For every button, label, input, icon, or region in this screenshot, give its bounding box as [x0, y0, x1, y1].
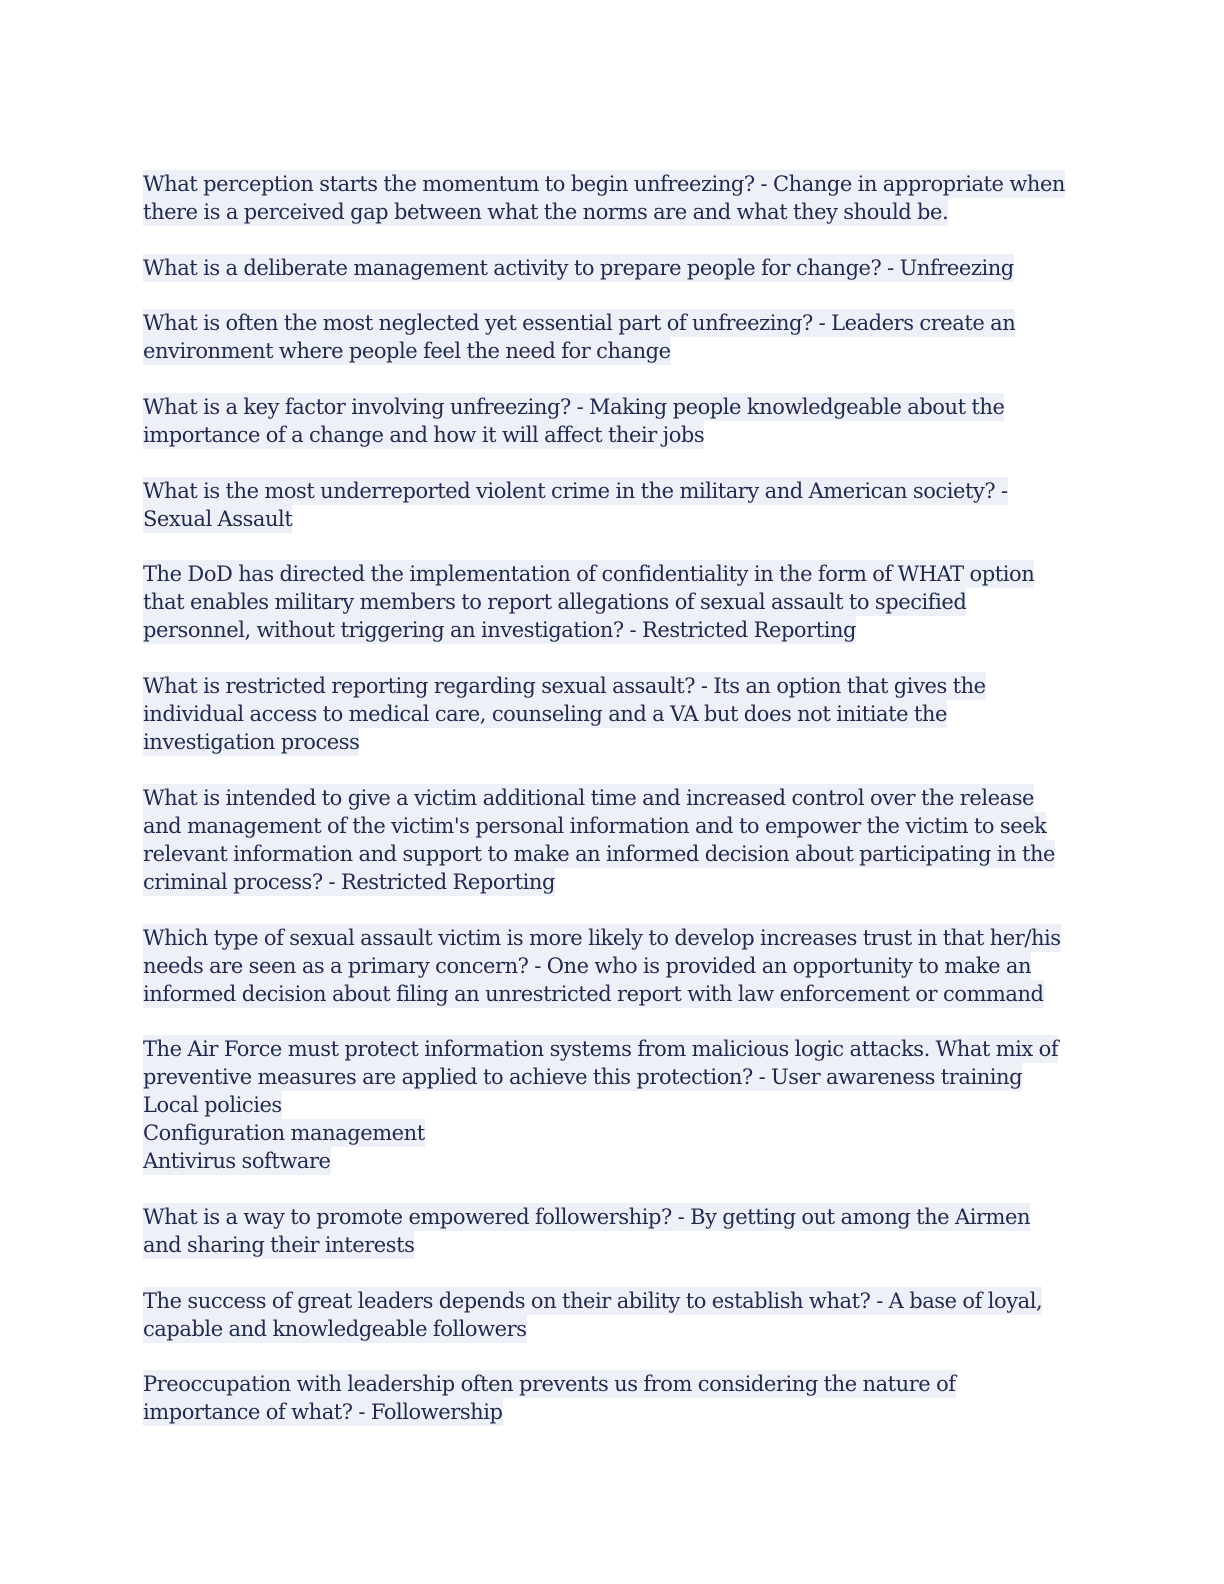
flashcard-line: What is restricted reporting regarding sexual assault? - Its an option that gives the: [143, 674, 986, 699]
flashcard-line: personnel, without triggering an investigation? - Restricted Reporting: [143, 618, 857, 643]
flashcard: [143, 1203, 1073, 1259]
flashcard-line: and sharing their interests: [143, 1232, 415, 1257]
flashcard: [143, 1035, 1073, 1175]
flashcard-line: and management of the victim's personal information and to empower the victim to seek: [143, 813, 1047, 838]
flashcard-line: Configuration management: [143, 1121, 425, 1146]
flashcard-line: that enables military members to report allegations of sexual assault to specified: [143, 590, 967, 615]
flashcard-line: What is a key factor involving unfreezing? - Making people knowledgeable about the: [143, 395, 1005, 420]
flashcard-line: there is a perceived gap between what the norms are and what they should be.: [143, 200, 949, 224]
flashcard-line: Sexual Assault: [143, 506, 293, 531]
flashcard-line: relevant information and support to make an informed decision about participating in the: [143, 841, 1056, 866]
flashcard: [143, 393, 1073, 449]
flashcard-line: informed decision about filing an unrestricted report with law enforcement or command: [143, 981, 1044, 1006]
flashcard: [143, 672, 1073, 756]
flashcard-line: capable and knowledgeable followers: [143, 1316, 527, 1341]
flashcard-line: What is intended to give a victim additional time and increased control over the release: [143, 785, 1034, 810]
flashcard-line: environment where people feel the need for change: [143, 339, 671, 364]
flashcard-line: Preoccupation with leadership often prevents us from considering the nature of: [143, 1372, 956, 1397]
flashcard-line: What perception starts the momentum to begin unfreezing? - Change in appropriate when: [143, 172, 1065, 196]
flashcard: [143, 1370, 1073, 1426]
flashcard-list: [143, 170, 1073, 1426]
flashcard: [143, 560, 1073, 644]
flashcard-line: The success of great leaders depends on their ability to establish what? - A base of loyal,: [143, 1288, 1043, 1313]
flashcard: [143, 1287, 1073, 1343]
flashcard-line: criminal process? - Restricted Reporting: [143, 869, 555, 894]
flashcard-line: What is a deliberate management activity to prepare people for change? - Unfreezing: [143, 255, 1014, 280]
flashcard: [143, 170, 1073, 226]
flashcard-line: preventive measures are applied to achieve this protection? - User awareness training: [143, 1065, 1023, 1090]
flashcard: [143, 784, 1073, 896]
flashcard-line: importance of a change and how it will affect their jobs: [143, 423, 705, 448]
flashcard-line: individual access to medical care, counseling and a VA but does not initiate the: [143, 702, 947, 727]
flashcard: [143, 924, 1073, 1008]
flashcard-line: Local policies: [143, 1093, 282, 1118]
flashcard: [143, 254, 1073, 282]
flashcard-line: What is a way to promote empowered followership? - By getting out among the Airmen: [143, 1204, 1031, 1229]
flashcard: [143, 477, 1073, 533]
flashcard-line: The DoD has directed the implementation of confidentiality in the form of WHAT option: [143, 562, 1035, 587]
flashcard-line: needs are seen as a primary concern? - One who is provided an opportunity to make an: [143, 953, 1032, 978]
flashcard: [143, 309, 1073, 365]
flashcard-line: importance of what? - Followership: [143, 1400, 503, 1425]
flashcard-line: Antivirus software: [143, 1149, 331, 1174]
flashcard-line: investigation process: [143, 730, 360, 755]
flashcard-line: What is often the most neglected yet essential part of unfreezing? - Leaders create an: [143, 311, 1016, 336]
flashcard-line: What is the most underreported violent crime in the military and American society? -: [143, 478, 1008, 503]
flashcard-line: The Air Force must protect information systems from malicious logic attacks. What mix of: [143, 1037, 1059, 1062]
flashcard-line: Which type of sexual assault victim is more likely to develop increases trust in that her/his: [143, 925, 1061, 950]
